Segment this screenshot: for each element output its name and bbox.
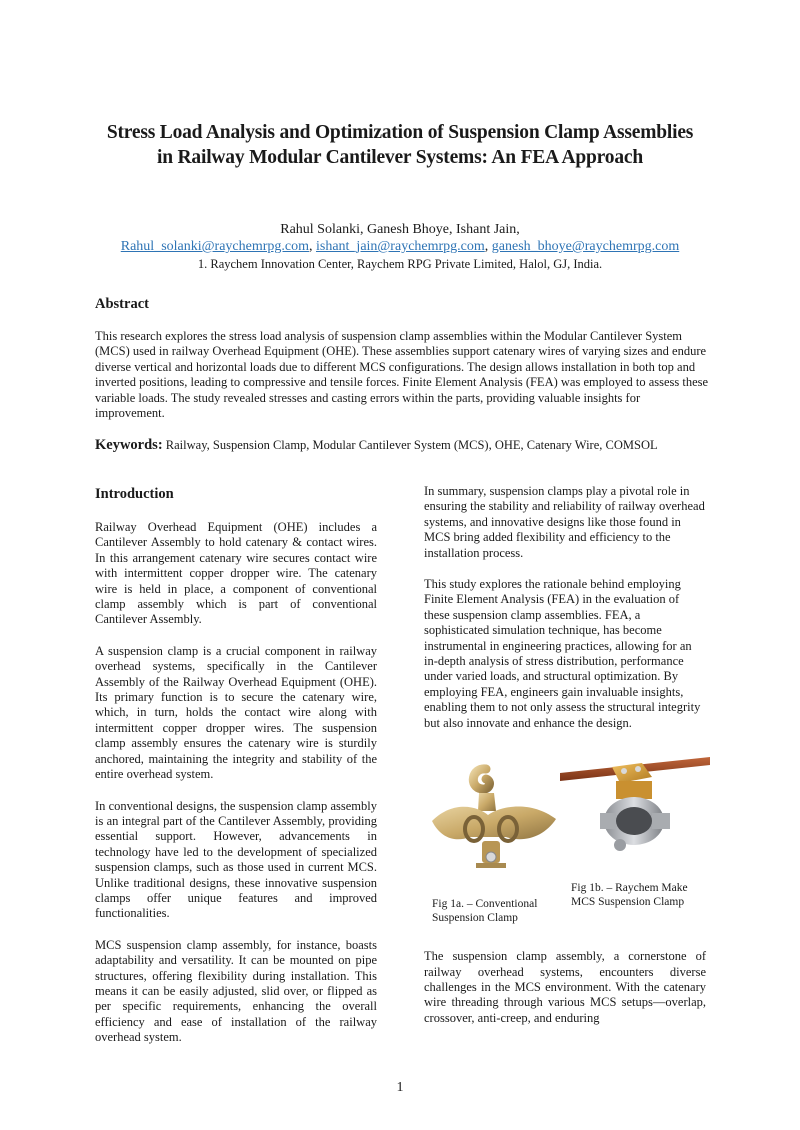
email-link-solanki[interactable]: Rahul_solanki@raychemrpg.com xyxy=(120,239,309,254)
intro-paragraph-4: MCS suspension clamp assembly, for instance, boasts adaptability and versatility. It can be mounted on pipe structures, offering flexibility during installation. This means it can be easily adjusted, slid over, or flipped as per specific requirements, enhancing the overall efficiency and ease of installation of the railway overhead system. xyxy=(95,937,377,1045)
abstract-body: This research explores the stress load analysis of suspension clamp assemblies within the Modular Cantilever System (MCS) used in railway Overhead Equipment (OHE). These assemblies support catenary wires of varying sizes and endure diverse vertical and horizontal loads due to different MCS configurations. The design allows installation in both top and inverted positions, leading to compressive and tensile forces. Finite Element Analysis (FEA) was employed to assess these variable loads. The study revealed stresses and casting errors within the parts, providing valuable insights for improvement. xyxy=(95,329,709,421)
right-paragraph-1: In summary, suspension clamps play a pivotal role in ensuring the stability and reliability of railway overhead systems, and innovative designs like those found in MCS bring added flexibility and efficiency to the installation process. xyxy=(424,484,705,560)
abstract-heading: Abstract xyxy=(95,296,149,312)
keywords-line xyxy=(95,437,715,454)
email-link-jain[interactable]: ishant_jain@raychemrpg.com xyxy=(315,239,485,254)
keywords-label: Keywords: xyxy=(95,437,163,453)
right-paragraph-2: This study explores the rationale behind employing Finite Element Analysis (FEA) in the evaluation of these suspension clamp assemblies. FEA, a sophisticated simulation technique, has become instrumental in engineering practices, allowing for an in-depth analysis of stress distribution, performance under varied loads, and structural optimization. By employing FEA, engineers gain invaluable insights, enabling them to not only assess the structural integrity but also innovate and enhance the design. xyxy=(424,577,701,730)
keywords-text: Railway, Suspension Clamp, Modular Cantilever System (MCS), OHE, Catenary Wire, COMSOL xyxy=(162,438,658,452)
right-column xyxy=(424,484,706,1042)
affiliation: 1. Raychem Innovation Center, Raychem RPG Private Limited, Halol, GJ, India. xyxy=(197,257,603,271)
author-list: Rahul Solanki, Ganesh Bhoye, Ishant Jain, xyxy=(280,222,520,237)
conventional-suspension-clamp-image xyxy=(424,759,564,884)
left-column xyxy=(95,486,377,1062)
email-separator: , xyxy=(308,239,316,254)
page-number: 1 xyxy=(396,1080,404,1095)
email-link-bhoye[interactable]: ganesh_bhoye@raychemrpg.com xyxy=(491,239,680,254)
right-paragraph-3: The suspension clamp assembly, a cornerstone of railway overhead systems, encounters diverse challenges in the MCS environment. With the catenary wire threading through various MCS setups—overlap, crossover, anti-creep, and enduring xyxy=(424,949,706,1025)
author-emails xyxy=(60,238,740,255)
figure-1b-caption: Fig 1b. – Raychem Make MCS Suspension Clamp xyxy=(571,882,688,909)
figure-1a-caption: Fig 1a. – Conventional Suspension Clamp xyxy=(432,898,538,925)
intro-paragraph-1: Railway Overhead Equipment (OHE) includes a Cantilever Assembly to hold catenary & contact wires. In this arrangement catenary wire secures contact wire with intermittent copper dropper wire. The catenary wire is held in place, a component of conventional clamp assembly which is part of conventional Cantilever Assembly. xyxy=(95,520,377,627)
intro-paragraph-3: In conventional designs, the suspension clamp assembly is an integral part of the Cantilever Assembly, providing essential support. However, advancements in technology have led to the development of specialized suspension clamps, such as those used in current MCS. Unlike traditional designs, these innovative suspension clamps offer unique features and improved functionalities. xyxy=(95,798,377,921)
paper-title: Stress Load Analysis and Optimization of Suspension Clamp Assemblies in Railway Modular Cantilever Systems: An FEA Approach xyxy=(106,122,694,168)
email-separator: , xyxy=(484,239,492,254)
figure-pair xyxy=(424,759,706,939)
raychem-mcs-suspension-clamp-image xyxy=(560,751,710,866)
introduction-heading: Introduction xyxy=(95,486,174,502)
intro-paragraph-2: A suspension clamp is a crucial component in railway overhead systems, specifically in the Cantilever Assembly of the Railway Overhead Equipment (OHE). Its primary function is to secure the catenary wire, which, in turn, holds the contact wire along with intermittent copper dropper wires. The suspension clamp assembly ensures the catenary wire is sturdily anchored, maintaining the integrity and stability of the entire overhead system. xyxy=(95,643,377,782)
